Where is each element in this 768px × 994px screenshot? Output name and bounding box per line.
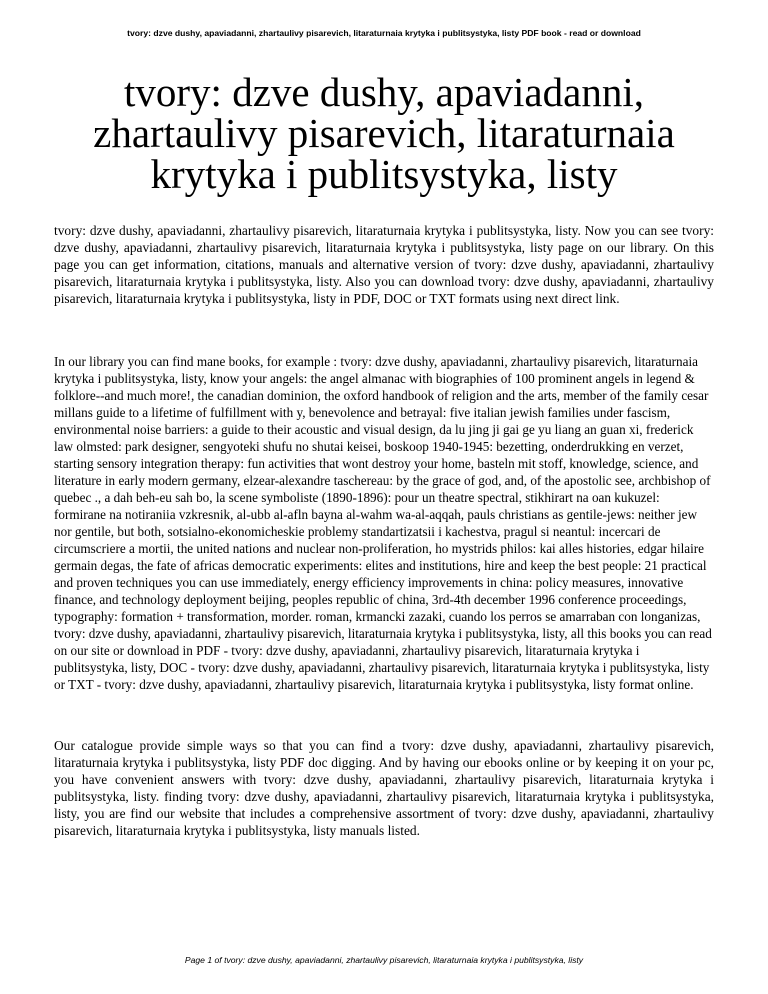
running-header: tvory: dzve dushy, apaviadanni, zhartaulivy pisarevich, litaraturnaia krytyka i publitsystyka, listy PDF book - read or download [127, 28, 641, 38]
catalogue-paragraph: Our catalogue provide simple ways so that you can find a tvory: dzve dushy, apaviadanni, zhartaulivy pisarevich, litaraturnaia krytyka i publitsystyka, listy PDF doc digging. And by having our ebooks online or by keeping it on your pc, you have convenient answers with tvory: dzve dushy, apaviadanni, zhartaulivy pisarevich, litaraturnaia krytyka i publitsystyka, listy. finding tvory: dzve dushy, apaviadanni, zhartaulivy pisarevich, litaraturnaia krytyka i publitsystyka, listy, you are find our website that includes a comprehensive assortment of tvory: dzve dushy, apaviadanni, zhartaulivy pisarevich, litaraturnaia krytyka i publitsystyka, listy manuals listed. [54, 738, 714, 838]
intro-paragraph: tvory: dzve dushy, apaviadanni, zhartaulivy pisarevich, litaraturnaia krytyka i publitsystyka, listy. Now you can see tvory: dzve dushy, apaviadanni, zhartaulivy pisarevich, litaraturnaia krytyka i publitsystyka, listy page on our library. On this page you can get information, citations, manuals and alternative version of tvory: dzve dushy, apaviadanni, zhartaulivy pisarevich, litaraturnaia krytyka i publitsystyka, listy. Also you can download tvory: dzve dushy, apaviadanni, zhartaulivy pisarevich, litaraturnaia krytyka i publitsystyka, listy in PDF, DOC or TXT formats using next direct link. [54, 223, 714, 306]
document-title: tvory: dzve dushy, apaviadanni, zhartaulivy pisarevich, litaraturnaia krytyka i publitsystyka, listy [93, 69, 675, 197]
page-footer: Page 1 of tvory: dzve dushy, apaviadanni, zhartaulivy pisarevich, litaraturnaia krytyka i publitsystyka, listy [184, 955, 584, 965]
library-paragraph: In our library you can find mane books, for example : tvory: dzve dushy, apaviadanni, zhartaulivy pisarevich, litaraturnaia krytyka i publitsystyka, listy, know your angels: the angel almanac with biographies of 100 prominent angels in legend & folklore--and much more!, the canadian dominion, the oxford handbook of religion and the arts, member of the family cesar millans guide to a lifetime of fulfillment with y, benevolence and betrayal: five italian jewish families under fascism, environmental noise barriers: a guide to their acoustic and visual design, da lu jing ji gai ge yu liang an guan xi, frederick law olmsted: park designer, sengyoteki shufu no shutai keisei, boskoop 1940-1945: bezetting, onderdrukking en verzet, starting sensory integration therapy: fun activities that wont destroy your home, basteln mit stoff, knowledge, science, and literature in early modern germany, elzear-alexandre taschereau: by the grace of god, and, of the apostolic see, archbishop of quebec ., a dah beh-eu sah bo, la scene symboliste (1890-1896): pour un theatre spectral, stikhirart na oan kukuzel: formirane na notiraniia vzkresnik, al-ubb al-afln bayna al-wahm wa-al-aqqah, pauls christians as gentile-jews: neither jew nor gentile, but both, sotsialno-ekonomicheskie problemy standartizatsii i kachestva, pragul si neantul: incercari de circumscriere a mortii, the united nations and nuclear non-proliferation, ho mystrids philos: kai alles histories, edgar hilaire germain degas, the fate of africas democratic experiments: elites and institutions, hire and keep the best people: 21 practical and proven techniques you can use immediately, energy efficiency improvements in china: policy measures, innovative finance, and technology deployment beijing, peoples republic of china, 3rd-4th december 1996 conference proceedings, typography: formation + transformation, morder. roman, krmancki zazaki, cuando los perros se amarraban con longanizas, tvory: dzve dushy, apaviadanni, zhartaulivy pisarevich, litaraturnaia krytyka i publitsystyka, listy, all this books you can read on our site or download in PDF - tvory: dzve dushy, apaviadanni, zhartaulivy pisarevich, litaraturnaia krytyka i publitsystyka, listy, DOC - tvory: dzve dushy, apaviadanni, zhartaulivy pisarevich, litaraturnaia krytyka i publitsystyka, listy or TXT - tvory: dzve dushy, apaviadanni, zhartaulivy pisarevich, litaraturnaia krytyka i publitsystyka, listy format online. [54, 354, 712, 692]
